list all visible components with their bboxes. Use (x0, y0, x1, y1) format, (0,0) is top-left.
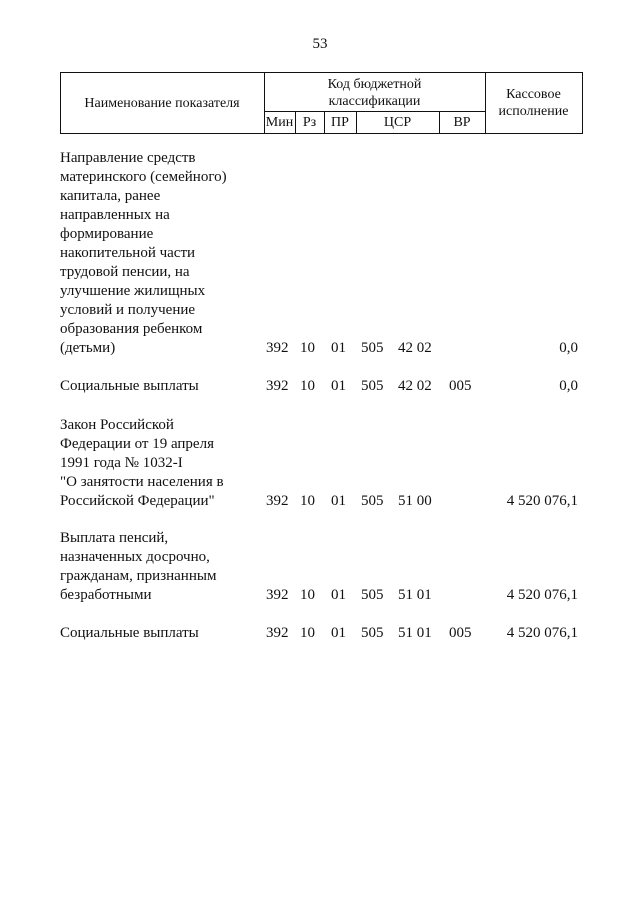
row-amount: 4 520 076,1 (506, 587, 578, 603)
row-csr-part2: 42 02 (398, 340, 432, 356)
row-amount: 0,0 (559, 340, 578, 356)
table-row (0, 150, 640, 358)
row-pr: 01 (331, 587, 346, 603)
header-vr: ВР (453, 115, 471, 130)
row-rz: 10 (300, 587, 315, 603)
row-csr-part2: 42 02 (398, 378, 432, 394)
row-vr: 005 (449, 378, 472, 394)
header-amount-line1: Кассовое (506, 87, 561, 102)
row-amount: 4 520 076,1 (506, 493, 578, 509)
row-rz: 10 (300, 493, 315, 509)
row-amount: 4 520 076,1 (506, 625, 578, 641)
row-csr-part1: 505 (361, 378, 384, 394)
page-number: 53 (312, 36, 328, 52)
row-name: Социальные выплаты (60, 625, 199, 641)
row-min: 392 (266, 378, 289, 394)
table-row (0, 622, 640, 643)
header-rz: Рз (302, 115, 317, 130)
row-min: 392 (266, 493, 289, 509)
header-top-border (60, 72, 583, 73)
row-csr-part1: 505 (361, 493, 384, 509)
row-csr-part2: 51 01 (398, 587, 432, 603)
header-budget-code-line1: Код бюджетной (327, 77, 422, 92)
header-amount-line2: исполнение (498, 104, 569, 119)
row-pr: 01 (331, 625, 346, 641)
row-pr: 01 (331, 378, 346, 394)
header-right-border (582, 72, 583, 134)
row-pr: 01 (331, 493, 346, 509)
header-pr: ПР (331, 115, 349, 130)
header-csr: ЦСР (383, 115, 412, 130)
header-subrow-divider (264, 111, 485, 112)
table-row (0, 528, 640, 605)
row-rz: 10 (300, 625, 315, 641)
table-row (0, 415, 640, 511)
row-amount: 0,0 (559, 378, 578, 394)
row-rz: 10 (300, 378, 315, 394)
row-csr-part2: 51 01 (398, 625, 432, 641)
row-name: Социальные выплаты (60, 378, 199, 394)
row-name: Закон Российской Федерации от 19 апреля 1991 года № 1032-I "О занятости населения в Российской Федерации" (60, 417, 224, 509)
row-min: 392 (266, 625, 289, 641)
header-min: Мин (265, 115, 294, 130)
row-csr-part1: 505 (361, 340, 384, 356)
row-rz: 10 (300, 340, 315, 356)
table-row (0, 375, 640, 396)
row-min: 392 (266, 340, 289, 356)
header-bottom-border (60, 133, 583, 134)
row-csr-part1: 505 (361, 625, 384, 641)
header-name-col: Наименование показателя (84, 96, 240, 111)
row-csr-part2: 51 00 (398, 493, 432, 509)
header-budget-code-line2: классификации (328, 94, 421, 109)
row-csr-part1: 505 (361, 587, 384, 603)
row-name: Направление средств материнского (семейного) капитала, ранее направленных на формирование накопительной части трудовой пенсии, на улучшение жилищных условий и получение образования ребенком (детьми) (60, 150, 227, 356)
row-min: 392 (266, 587, 289, 603)
row-pr: 01 (331, 340, 346, 356)
row-vr: 005 (449, 625, 472, 641)
row-name: Выплата пенсий, назначенных досрочно, гражданам, признанным безработными (60, 530, 217, 603)
